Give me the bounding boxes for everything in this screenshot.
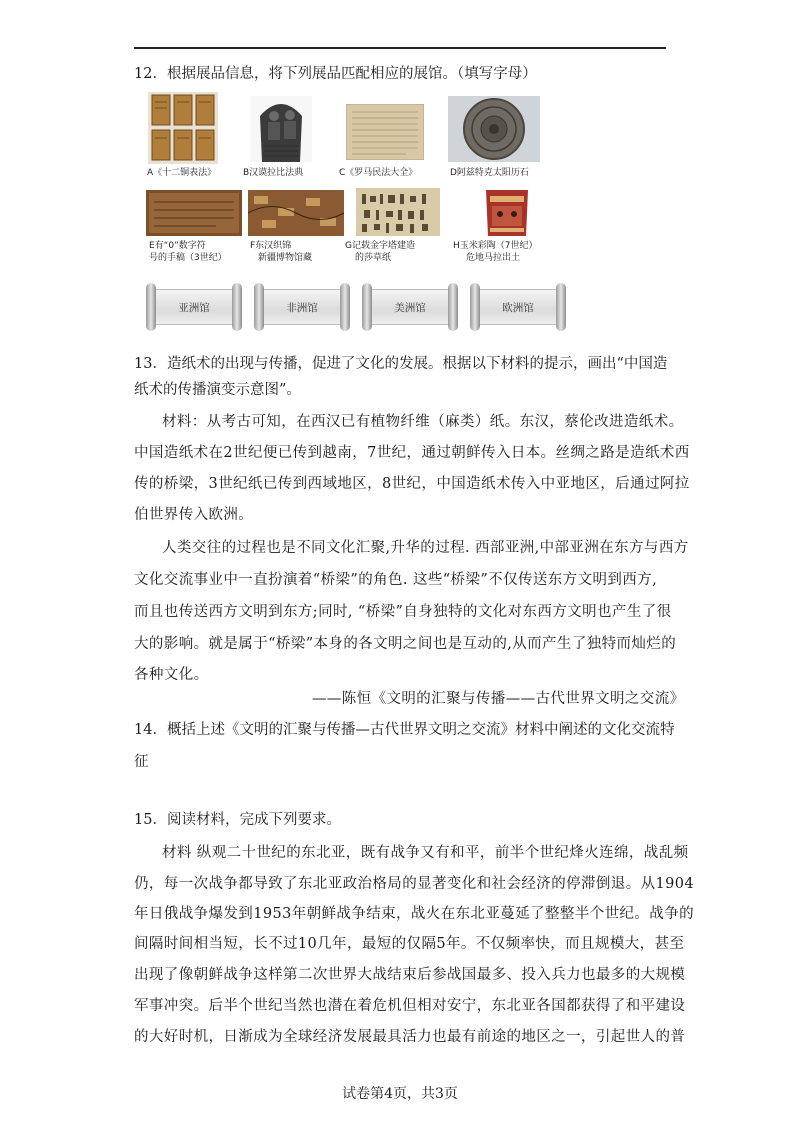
hall-label-americas: 美洲馆 (394, 302, 426, 314)
q13-passage-line2: 文化交流事业中一直扮演着“桥梁”的角色. 这些“桥梁”不仅传送东方文明到西方, (134, 572, 658, 588)
q15-material-line7: 的大好时机，日渐成为全球经济发展最具活力也最有前途的地区之一，引起世人的普 (134, 1029, 686, 1045)
hall-scroll-asia (146, 283, 242, 331)
exhibit-d-caption: D阿兹特克太阳历石 (450, 168, 529, 178)
exhibit-e-caption-line2: 号的手稿（3世纪） (149, 253, 227, 263)
hall-label-africa: 非洲馆 (286, 302, 318, 314)
q13-prompt-line1: 13．造纸术的出现与传播，促进了文化的发展。根据以下材料的提示，画出“中国造 (134, 356, 668, 372)
exhibit-h-caption-line1: H玉米彩陶（7世纪） (453, 241, 538, 251)
header-rule (134, 47, 666, 49)
exhibit-b-image (250, 96, 312, 162)
q13-material-line1: 材料：从考古可知，在西汉已有植物纤维（麻类）纸。东汉，蔡伦改进造纸术。 (162, 414, 684, 430)
exhibit-a-image (148, 92, 218, 164)
exhibit-c-image (346, 104, 424, 160)
q13-material-line3: 传的桥梁，3世纪纸已传到西域地区，8世纪，中国造纸术传入中亚地区，后通过阿拉 (134, 476, 690, 492)
q13-prompt-line2: 纸术的传播演变示意图”。 (134, 382, 301, 398)
hall-scroll-europe (470, 283, 566, 331)
q13-passage-line3: 而且也传送西方文明到东方;同时, “桥梁”自身独特的文化对东西方文明也产生了很 (134, 604, 672, 620)
q13-source: ——陈恒《文明的汇聚与传播——古代世界文明之交流》 (312, 691, 685, 707)
exhibit-f-caption-line2: 新疆博物馆藏 (258, 253, 313, 263)
exhibit-h-caption-line2: 危地马拉出土 (466, 253, 521, 263)
q13-passage-line4: 大的影响。就是属于“桥梁”本身的各文明之间也是互动的,从而产生了独特而灿烂的 (134, 636, 677, 652)
exhibit-g-image (356, 188, 440, 236)
exhibit-h-image (474, 186, 540, 238)
exhibit-a-caption: A《十二铜表法》 (147, 168, 217, 178)
hall-scroll-americas (362, 283, 458, 331)
exhibit-f-image (248, 190, 344, 236)
exhibit-d-image (448, 96, 540, 162)
hall-scroll-africa (254, 283, 350, 331)
q15-material-line4: 间隔时间相当短，长不过10几年，最短的仅隔5年。不仅频率快，而且规模大，甚至 (134, 936, 685, 952)
q14-line1: 14．概括上述《文明的汇聚与传播—古代世界文明之交流》材料中阐述的文化交流特 (134, 722, 675, 738)
hall-label-europe: 欧洲馆 (502, 302, 534, 314)
exhibit-c-caption: C《罗马民法大全》 (339, 168, 418, 178)
page-footer: 试卷第4页，共3页 (342, 1086, 458, 1102)
exhibit-b-caption: B汉谟拉比法典 (243, 168, 304, 178)
exhibit-g-caption-line1: G记载金字塔建造 (345, 241, 415, 251)
q15-material-line2: 仍，每一次战争都导致了东北亚政治格局的显著变化和社会经济的停滞倒退。从1904 (134, 876, 694, 892)
q13-passage-line1: 人类交往的过程也是不同文化汇聚,升华的过程. 西部亚洲,中部亚洲在东方与西方 (162, 540, 689, 556)
q15-material-line5: 出现了像朝鲜战争这样第二次世界大战结束后参战国最多、投入兵力也最多的大规模 (134, 967, 686, 983)
q15-prompt: 15．阅读材料，完成下列要求。 (134, 812, 341, 828)
q15-material-line1: 材料 纵观二十世纪的东北亚，既有战争又有和平，前半个世纪烽火连绵，战乱频 (162, 845, 689, 861)
q15-material-line3: 年日俄战争爆发到1953年朝鲜战争结束，战火在东北亚蔓延了整整半个世纪。战争的 (134, 906, 694, 922)
q14-line2: 征 (134, 754, 149, 770)
q13-material-line2: 中国造纸术在2世纪便已传到越南，7世纪，通过朝鲜传入日本。丝绸之路是造纸术西 (134, 445, 690, 461)
q13-passage-line5: 各种文化。 (134, 667, 209, 683)
q13-material-line4: 伯世界传入欧洲。 (134, 507, 254, 523)
exhibit-f-caption-line1: F东汉织锦 (250, 241, 292, 251)
exhibit-e-image (146, 190, 242, 236)
exhibit-e-caption-line1: E有“0”数字符 (149, 241, 206, 251)
q12-prompt: 12．根据展品信息，将下列展品匹配相应的展馆。（填写字母） (134, 66, 537, 82)
exhibit-g-caption-line2: 的莎草纸 (355, 253, 392, 263)
q15-material-line6: 军事冲突。后半个世纪当然也潜在着危机但相对安宁，东北亚各国都获得了和平建设 (134, 998, 686, 1014)
hall-label-asia: 亚洲馆 (178, 302, 210, 314)
